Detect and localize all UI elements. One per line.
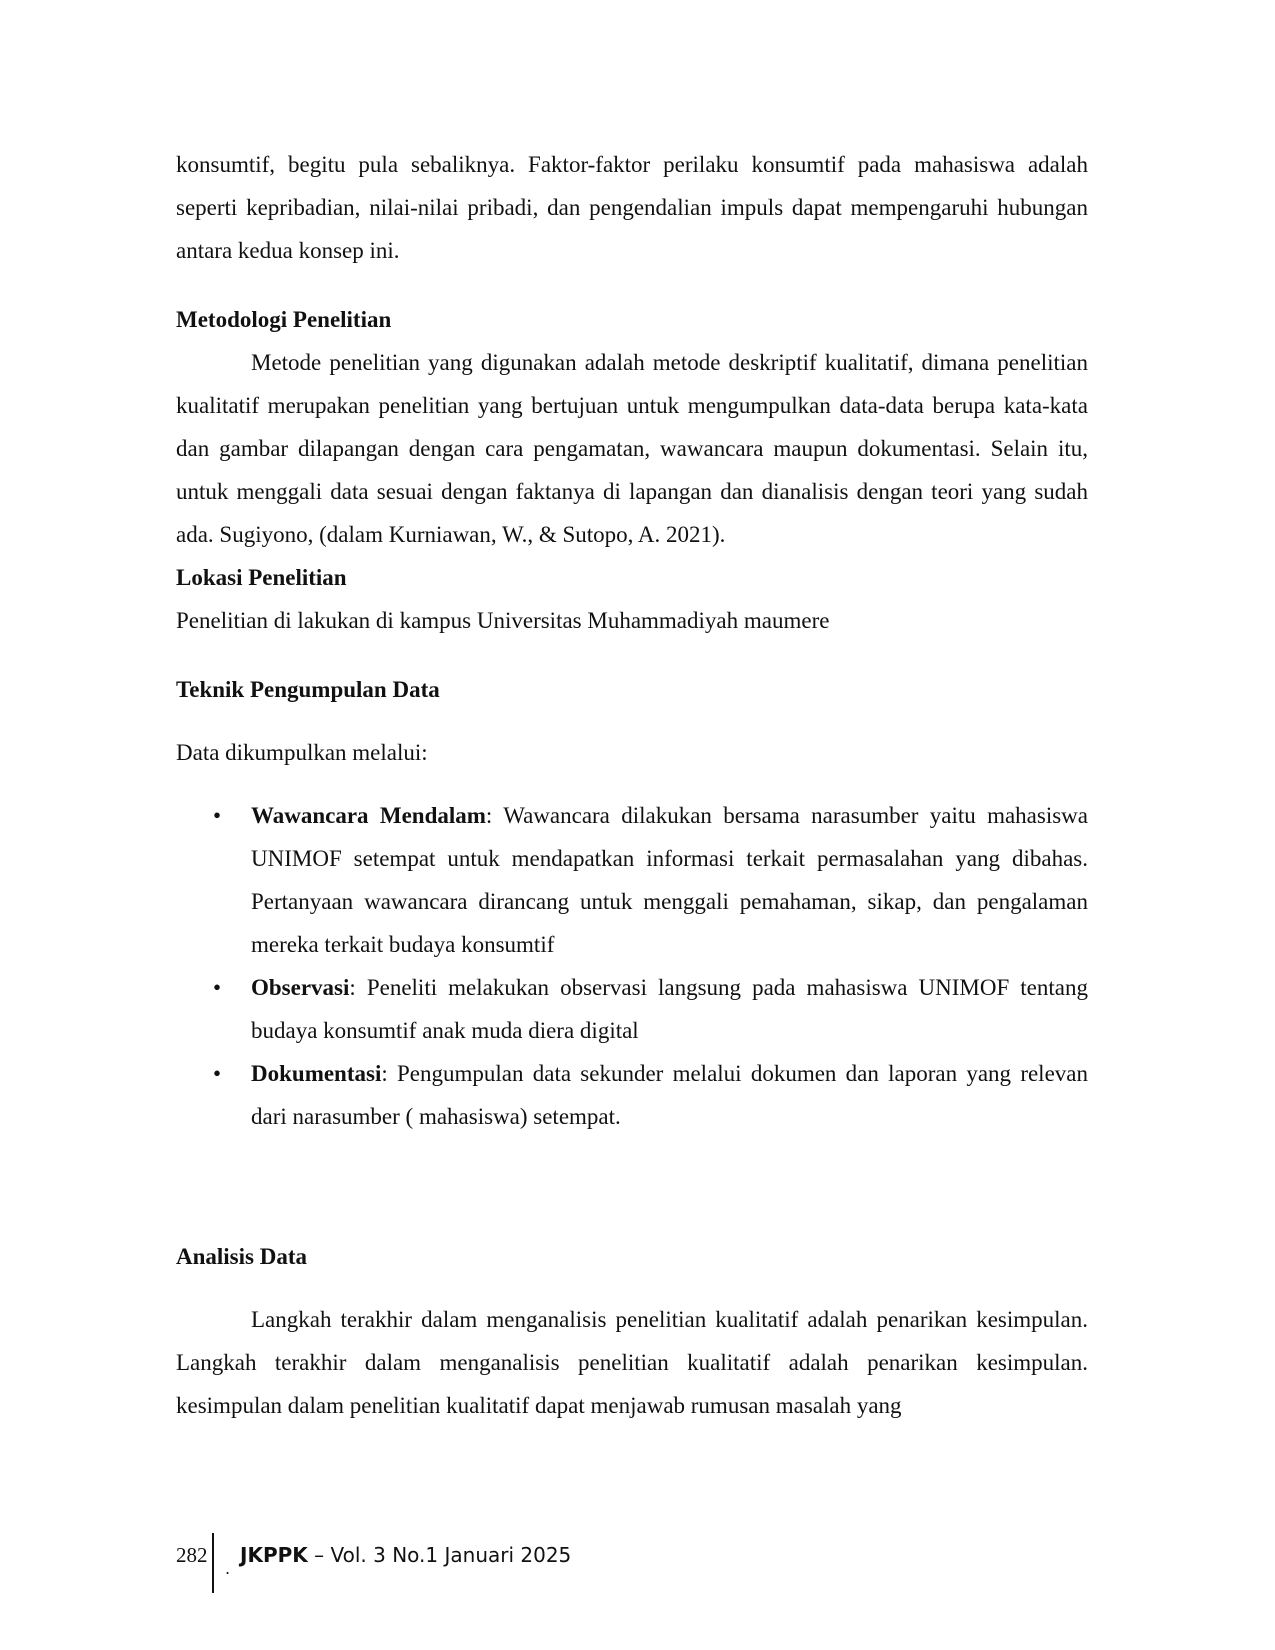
bullet-icon: • [213,803,222,828]
journal-name: JKPPK [240,1543,308,1567]
bullet-text: : Pengumpulan data sekunder melalui dokumen dan laporan yang relevan dari narasumber ( mahasiswa) setempat. [251,1061,1088,1129]
bullet-icon: • [213,975,222,1000]
bullet-icon: • [213,1061,222,1086]
document-body [176,143,1088,1427]
bullet-term: Dokumentasi [251,1061,382,1086]
bullet-list [176,794,1088,1138]
heading-analisis: Analisis Data [176,1244,307,1269]
intro-paragraph: konsumtif, begitu pula sebaliknya. Faktor-faktor perilaku konsumtif pada mahasiswa adalah seperti kepribadian, nilai-nilai pribadi, dan pengendalian impuls dapat mempengaruhi hubungan antara kedua konsep ini. [176,152,1088,263]
page-footer [176,1533,776,1593]
list-item [176,966,1088,1052]
bullet-term: Wawancara Mendalam [251,803,486,828]
heading-lokasi: Lokasi Penelitian [176,565,347,590]
footer-divider [212,1533,214,1593]
bullet-text: : Wawancara dilakukan bersama narasumber yaitu mahasiswa UNIMOF setempat untuk mendapatkan informasi terkait permasalahan yang dibahas. Pertanyaan wawancara dirancang untuk menggali pemahaman, sikap, dan pengalaman mereka terkait budaya konsumtif [251,803,1088,957]
bullet-text: : Peneliti melakukan observasi langsung pada mahasiswa UNIMOF tentang budaya konsumtif anak muda diera digital [251,975,1088,1043]
page-number: 282 [176,1543,208,1567]
metodologi-paragraph: Metode penelitian yang digunakan adalah metode deskriptif kualitatif, dimana penelitian kualitatif merupakan penelitian yang bertujuan untuk mengumpulkan data-data berupa kata-kata dan gambar dilapangan dengan cara pengamatan, wawancara maupun dokumentasi. Selain itu, untuk menggali data sesuai dengan faktanya di lapangan dan dianalisis dengan teori yang sudah ada. Sugiyono, (dalam Kurniawan, W., & Sutopo, A. 2021). [176,350,1088,547]
teknik-intro: Data dikumpulkan melalui: [176,740,428,765]
journal-volume: – Vol. 3 No.1 Januari 2025 [307,1543,572,1567]
bullet-term: Observasi [251,975,350,1000]
lokasi-paragraph: Penelitian di lakukan di kampus Universitas Muhammadiyah maumere [176,608,830,633]
heading-teknik: Teknik Pengumpulan Data [176,677,440,702]
list-item [176,794,1088,966]
analisis-paragraph: Langkah terakhir dalam menganalisis penelitian kualitatif adalah penarikan kesimpulan. Langkah terakhir dalam menganalisis penelitian kualitatif adalah penarikan kesimpulan. kesimpulan dalam penelitian kualitatif dapat menjawab rumusan masalah yang [176,1307,1088,1418]
footer-dot: . [225,1559,231,1578]
heading-metodologi: Metodologi Penelitian [176,307,392,332]
journal-info [240,1543,571,1567]
list-item [176,1052,1088,1138]
